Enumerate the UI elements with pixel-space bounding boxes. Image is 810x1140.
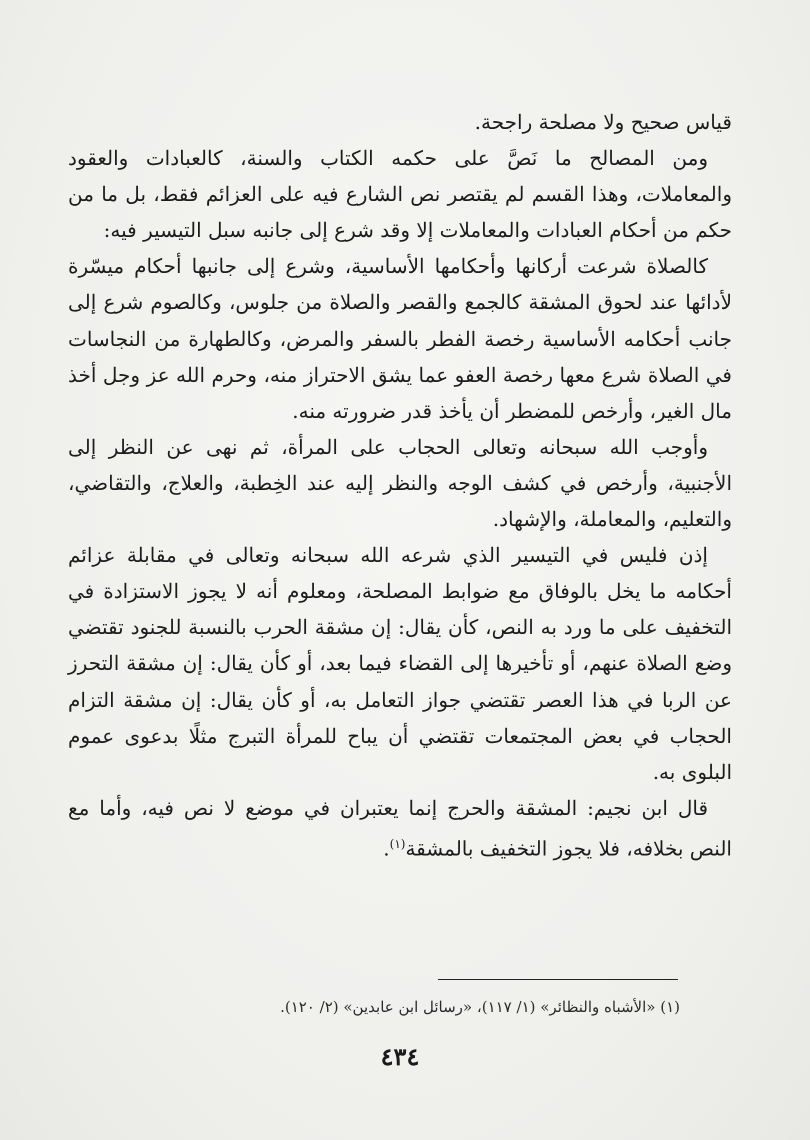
paragraph-6 <box>68 790 732 867</box>
footnote: (١) «الأشباه والنظائر» (١/ ١١٧)، «رسائل ابن عابدين» (٢/ ١٢٠). <box>280 998 680 1016</box>
paragraph-5: إذن فليس في التيسير الذي شرعه الله سبحانه وتعالى في مقابلة عزائم أحكامه ما يخل بالوفاق مع ضوابط المصلحة، ومعلوم أنه لا يجوز الاستزادة في التخفيف على ما ورد به النص، كأن يقال: إن مشقة الحرب بالنسبة للجنود تقتضي وضع الصلاة عنهم، أو تأخيرها إلى القضاء فيما بعد، أو كأن يقال: إن مشقة التحرز عن الربا في هذا العصر تقتضي جواز التعامل به، أو كأن يقال: إن مشقة التزام الحجاب في بعض المجتمعات تقتضي أن يباح للمرأة التبرج مثلًا بدعوى عموم البلوى به. <box>68 543 732 784</box>
footnote-separator <box>438 979 678 980</box>
paragraph-4: وأوجب الله سبحانه وتعالى الحجاب على المرأة، ثم نهى عن النظر إلى الأجنبية، وأرخص في كشف الوجه والنظر إليه عند الخِطبة، والعلاج، والتقاضي، والتعليم، والمعاملة، والإشهاد. <box>68 434 732 532</box>
paragraph-3: كالصلاة شرعت أركانها وأحكامها الأساسية، وشرع إلى جانبها أحكام ميسّرة لأدائها عند لحوق المشقة كالجمع والقصر والصلاة من جلوس، وكالصوم شرع إلى جانب أحكامه الأساسية رخصة الفطر بالسفر والمرض، وكالطهارة من النجاسات في الصلاة شرع معها رخصة العفو عما يشق الاحتراز منه، وحرم الله عز وجل أخذ مال الغير، وأرخص للمضطر أن يأخذ قدر ضرورته منه. <box>68 254 732 423</box>
page-number: ٤٣٤ <box>380 1042 420 1071</box>
main-text <box>68 104 732 867</box>
paragraph-6-end: . <box>383 836 390 861</box>
paragraph-2: ومن المصالح ما نَصَّ على حكمه الكتاب والسنة، كالعبادات والعقود والمعاملات، وهذا القسم لم يقتصر نص الشارع فيه على العزائم فقط، بل ما من حكم من أحكام العبادات والمعاملات إلا وقد شرع إلى جانبه سبل التيسير فيه: <box>68 146 732 243</box>
footnote-reference: (١) <box>389 836 406 851</box>
paragraph-1: قياس صحيح ولا مصلحة راجحة. <box>474 110 732 134</box>
paragraph-6-text: قال ابن نجيم: المشقة والحرج إنما يعتبران في موضع لا نص فيه، وأما مع النص بخلافه، فلا يجوز التخفيف بالمشقة <box>68 795 732 861</box>
